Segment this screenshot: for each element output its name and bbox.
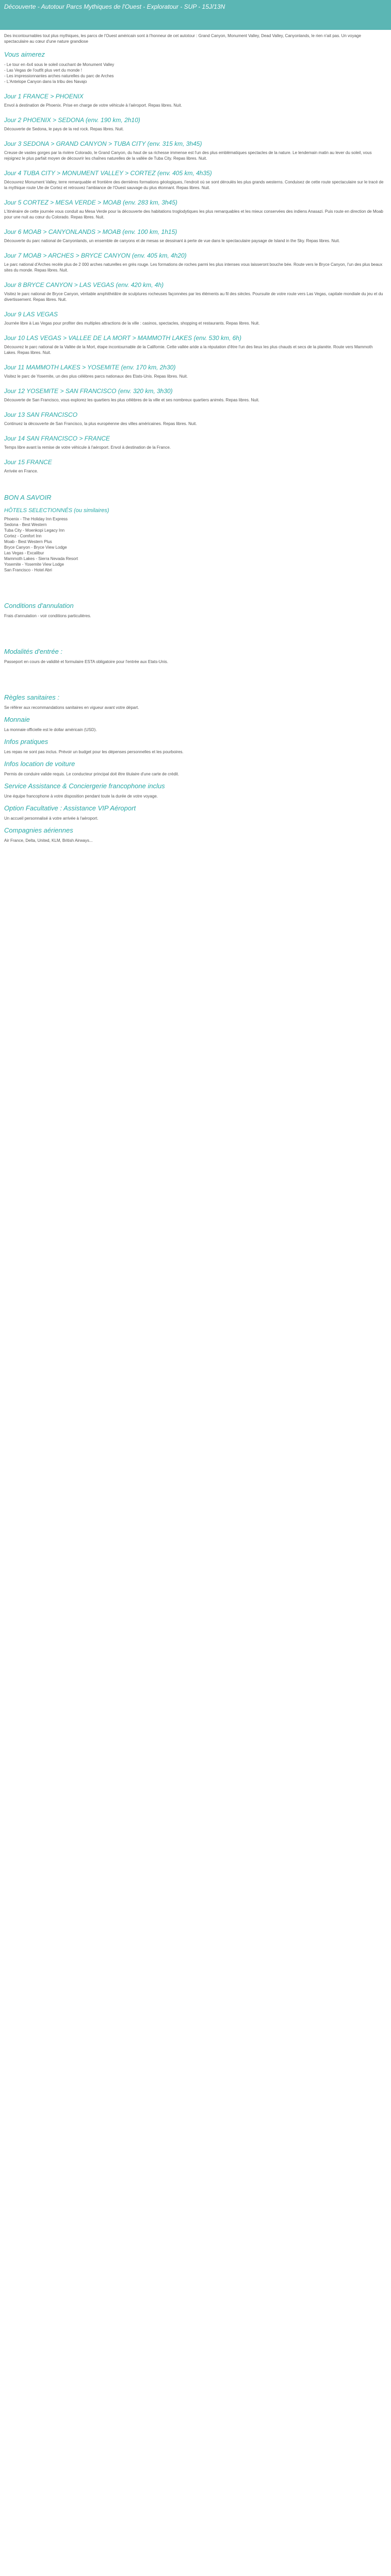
- intro-text: Des incontournables tout plus mythiques, les parcs de l'Ouest américain sont à l'honneur de cet autotour : Grand Canyon, Monument Valley, Dead Valley, Canyonlands, le rien n'ait pas. Un voyage spectaculaire au cœur d'une nature grandiose: [4, 33, 361, 44]
- day-text: Découverte de San Francisco, vous explorez les quartiers les plus célèbres de la ville et ses nombreux quartiers animés. Repas libres. Nuit.: [4, 398, 259, 402]
- section-text-compagnies: Air France, Delta, United, KLM, British Airways...: [4, 838, 93, 843]
- page-title: Découverte - Autotour Parcs Mythiques de l'Ouest - Exploratour - SUP - 15J/13N: [4, 3, 225, 10]
- day-text: Envol à destination de Phoenix. Prise en charge de votre véhicule à l'aéroport. Repas libres. Nuit.: [4, 103, 182, 108]
- day-title: Jour 4 TUBA CITY > MONUMENT VALLEY > CORTEZ (env. 405 km, 4h35): [4, 170, 212, 177]
- day-text: Continuez la découverte de San Francisco, la plus européenne des villes américaines. Repas libres. Nuit.: [4, 421, 197, 426]
- day-title: Jour 8 BRYCE CANYON > LAS VEGAS (env. 420 km, 4h): [4, 281, 164, 289]
- day-text: Visitez le parc de Yosemite, un des plus célèbres parcs nationaux des Etats-Unis. Repas libres. Nuit.: [4, 374, 188, 379]
- list-item: Yosemite - Yosemite View Lodge: [4, 562, 64, 567]
- section-title-compagnies: Compagnies aériennes: [4, 826, 73, 834]
- day-title: Jour 11 MAMMOTH LAKES > YOSEMITE (env. 170 km, 2h30): [4, 364, 176, 371]
- section-title-conditions: Conditions d'annulation: [4, 602, 74, 609]
- header-banner: [0, 0, 391, 30]
- day-title: Jour 6 MOAB > CANYONLANDS > MOAB (env. 100 km, 1h15): [4, 228, 177, 235]
- ideas-title: Vous aimerez: [4, 50, 45, 58]
- list-item: Moab - Best Western Plus: [4, 539, 52, 544]
- list-item: Sedona - Best Western: [4, 522, 47, 527]
- day-text: Découverte de Sedona, le pays de la red rock. Repas libres. Nuit.: [4, 127, 124, 131]
- day-title: Jour 2 PHOENIX > SEDONA (env. 190 km, 2h10): [4, 116, 140, 124]
- day-title: Jour 14 SAN FRANCISCO > FRANCE: [4, 435, 110, 442]
- day-title: Jour 10 LAS VEGAS > VALLEE DE LA MORT > MAMMOTH LAKES (env. 530 km, 6h): [4, 334, 241, 342]
- list-item: - Le tour en 4x4 sous le soleil couchant de Monument Valley: [4, 62, 115, 67]
- list-item: - Las Vegas de l'outfit plus vert du monde !: [4, 68, 82, 73]
- section-text-monnaie: La monnaie officielle est le dollar américain (USD).: [4, 727, 97, 732]
- section-title-modalites: Modalités d'entrée :: [4, 648, 63, 655]
- day-title: Jour 13 SAN FRANCISCO: [4, 411, 78, 418]
- section-text-infos-location: Permis de conduire valide requis. Le conducteur principal doit être titulaire d'une carte de crédit.: [4, 772, 180, 776]
- day-title: Jour 12 YOSEMITE > SAN FRANCISCO (env. 320 km, 3h30): [4, 387, 173, 395]
- day-title: Jour 7 MOAB > ARCHES > BRYCE CANYON (env. 405 km, 4h20): [4, 252, 187, 259]
- list-item: Las Vegas - Excalibur: [4, 551, 44, 555]
- day-text: Temps libre avant la remise de votre véhicule à l'aéroport. Envol à destination de la France.: [4, 445, 171, 450]
- section-title-option-facultative: Option Facultative : Assistance VIP Aéroport: [4, 804, 136, 812]
- section-text-conditions: Frais d'annulation - voir conditions particulières.: [4, 614, 91, 618]
- list-item: - L'Antelope Canyon dans la tribu des Navajo: [4, 79, 87, 84]
- day-text: Journée libre à Las Vegas pour profiter des multiples attractions de la ville : casinos, spectacles, shopping et restaurants. Repas libres. Nuit.: [4, 321, 260, 326]
- day-title: Jour 1 FRANCE > PHOENIX: [4, 93, 84, 100]
- section-title-infos-location: Infos location de voiture: [4, 760, 75, 768]
- ideas-list: [4, 62, 386, 84]
- section-text-service-assistance: Une équipe francophone à votre disposition pendant toute la durée de votre voyage.: [4, 794, 158, 799]
- section-title-infos-pratiques: Infos pratiques: [4, 738, 48, 745]
- section-title-service-assistance: Service Assistance & Conciergerie francophone inclus: [4, 782, 165, 790]
- day-text: Découvrez Monument Valley, terre remarquable et frontière des dernières formations géologiques, l'endroit où se sont déroulés les plus grands westerns. Conduisez de cette route spectaculaire sur le tracé de la mythique route Ute de Cortez et retrouvez l'ambiance de l'Ouest sauvage du plus étonnant. Repas libres. Nuit.: [4, 180, 384, 190]
- day-title: Jour 3 SEDONA > GRAND CANYON > TUBA CITY (env. 315 km, 3h45): [4, 140, 202, 147]
- day-text: Creuse de vastes gorges par la rivière Colorado, le Grand Canyon, du haut de sa richesse immense est l'un des plus emblématiques spectacles de la nature. Le lendemain matin au lever du soleil, vous rejoignez le plus parfait moyen de découvrir les chaînes naturelles de la vallée de Tuba City. Repas libres. Nuit.: [4, 150, 372, 161]
- list-item: Bryce Canyon - Bryce View Lodge: [4, 545, 67, 550]
- section-title-monnaie: Monnaie: [4, 716, 30, 723]
- day-text: Arrivée en France.: [4, 469, 38, 473]
- day-title: Jour 5 CORTEZ > MESA VERDE > MOAB (env. 283 km, 3h45): [4, 199, 177, 206]
- section-title-bon-a-savoir: BON A SAVOIR: [4, 494, 52, 501]
- day-title: Jour 9 LAS VEGAS: [4, 311, 58, 318]
- day-text: Le parc national d'Arches recèle plus de 2 000 arches naturelles en grès rouge. Les formations de roches parmi les plus intenses vous laisseront bouche bée. Route vers le Bryce Canyon, l'un des plus beaux sites du monde. Repas libres. Nuit.: [4, 262, 383, 273]
- day-title: Jour 15 FRANCE: [4, 459, 52, 466]
- section-text-option-facultative: Un accueil personnalisé à votre arrivée à l'aéroport.: [4, 816, 99, 821]
- day-text: Visitez le parc national de Bryce Canyon, véritable amphithéâtre de sculptures rocheuses façonnées par les éléments au fil des siècles. Poursuite de votre route vers Las Vegas, capitale mondiale du jeu et du divertissement. Repas libres. Nuit.: [4, 292, 383, 302]
- list-item: Tuba City - Moenkopi Legacy Inn: [4, 528, 65, 533]
- main-content: [4, 45, 386, 846]
- hotels-title: HÔTELS SELECTIONNÉS (ou similaires): [4, 507, 109, 514]
- section-title-regles: Règles sanitaires :: [4, 693, 59, 701]
- section-text-regles: Se référer aux recommandations sanitaires en vigueur avant votre départ.: [4, 705, 139, 710]
- day-text: Découvrez le parc national de la Vallée de la Mort, étape incontournable de la Californie. Cette vallée aride a la réputation d'être l'un des lieux les plus chauds et secs de la planète. Route vers Mammoth Lakes. Repas libres. Nuit.: [4, 345, 373, 355]
- section-text-infos-pratiques: Les repas ne sont pas inclus. Prévoir un budget pour les dépenses personnelles et les pourboires.: [4, 750, 184, 754]
- day-text: L'itinéraire de cette journée vous conduit au Mesa Verde pour la découverte des habitations troglodytiques les plus remarquables et les mieux conservées des indiens Anasazi. Puis route en direction de Moab pour une nuit au cœur du Colorado. Repas libres. Nuit.: [4, 209, 383, 219]
- list-item: Mammoth Lakes - Sierra Nevada Resort: [4, 556, 78, 561]
- day-text: Découverte du parc national de Canyonlands, un ensemble de canyons et de mesas se dessinant à perte de vue dans le spectaculaire paysage de Island in the Sky. Repas libres. Nuit.: [4, 239, 340, 243]
- list-item: San Francisco - Hotel Abri: [4, 568, 52, 572]
- section-text-modalites: Passeport en cours de validité et formulaire ESTA obligatoire pour l'entrée aux Etats-Unis.: [4, 659, 168, 664]
- hotels-list: [4, 516, 386, 573]
- list-item: Cortez - Comfort Inn: [4, 534, 42, 538]
- list-item: Phoenix - The Holiday Inn Express: [4, 517, 68, 521]
- list-item: - Les impressionnantes arches naturelles du parc de Arches: [4, 74, 114, 78]
